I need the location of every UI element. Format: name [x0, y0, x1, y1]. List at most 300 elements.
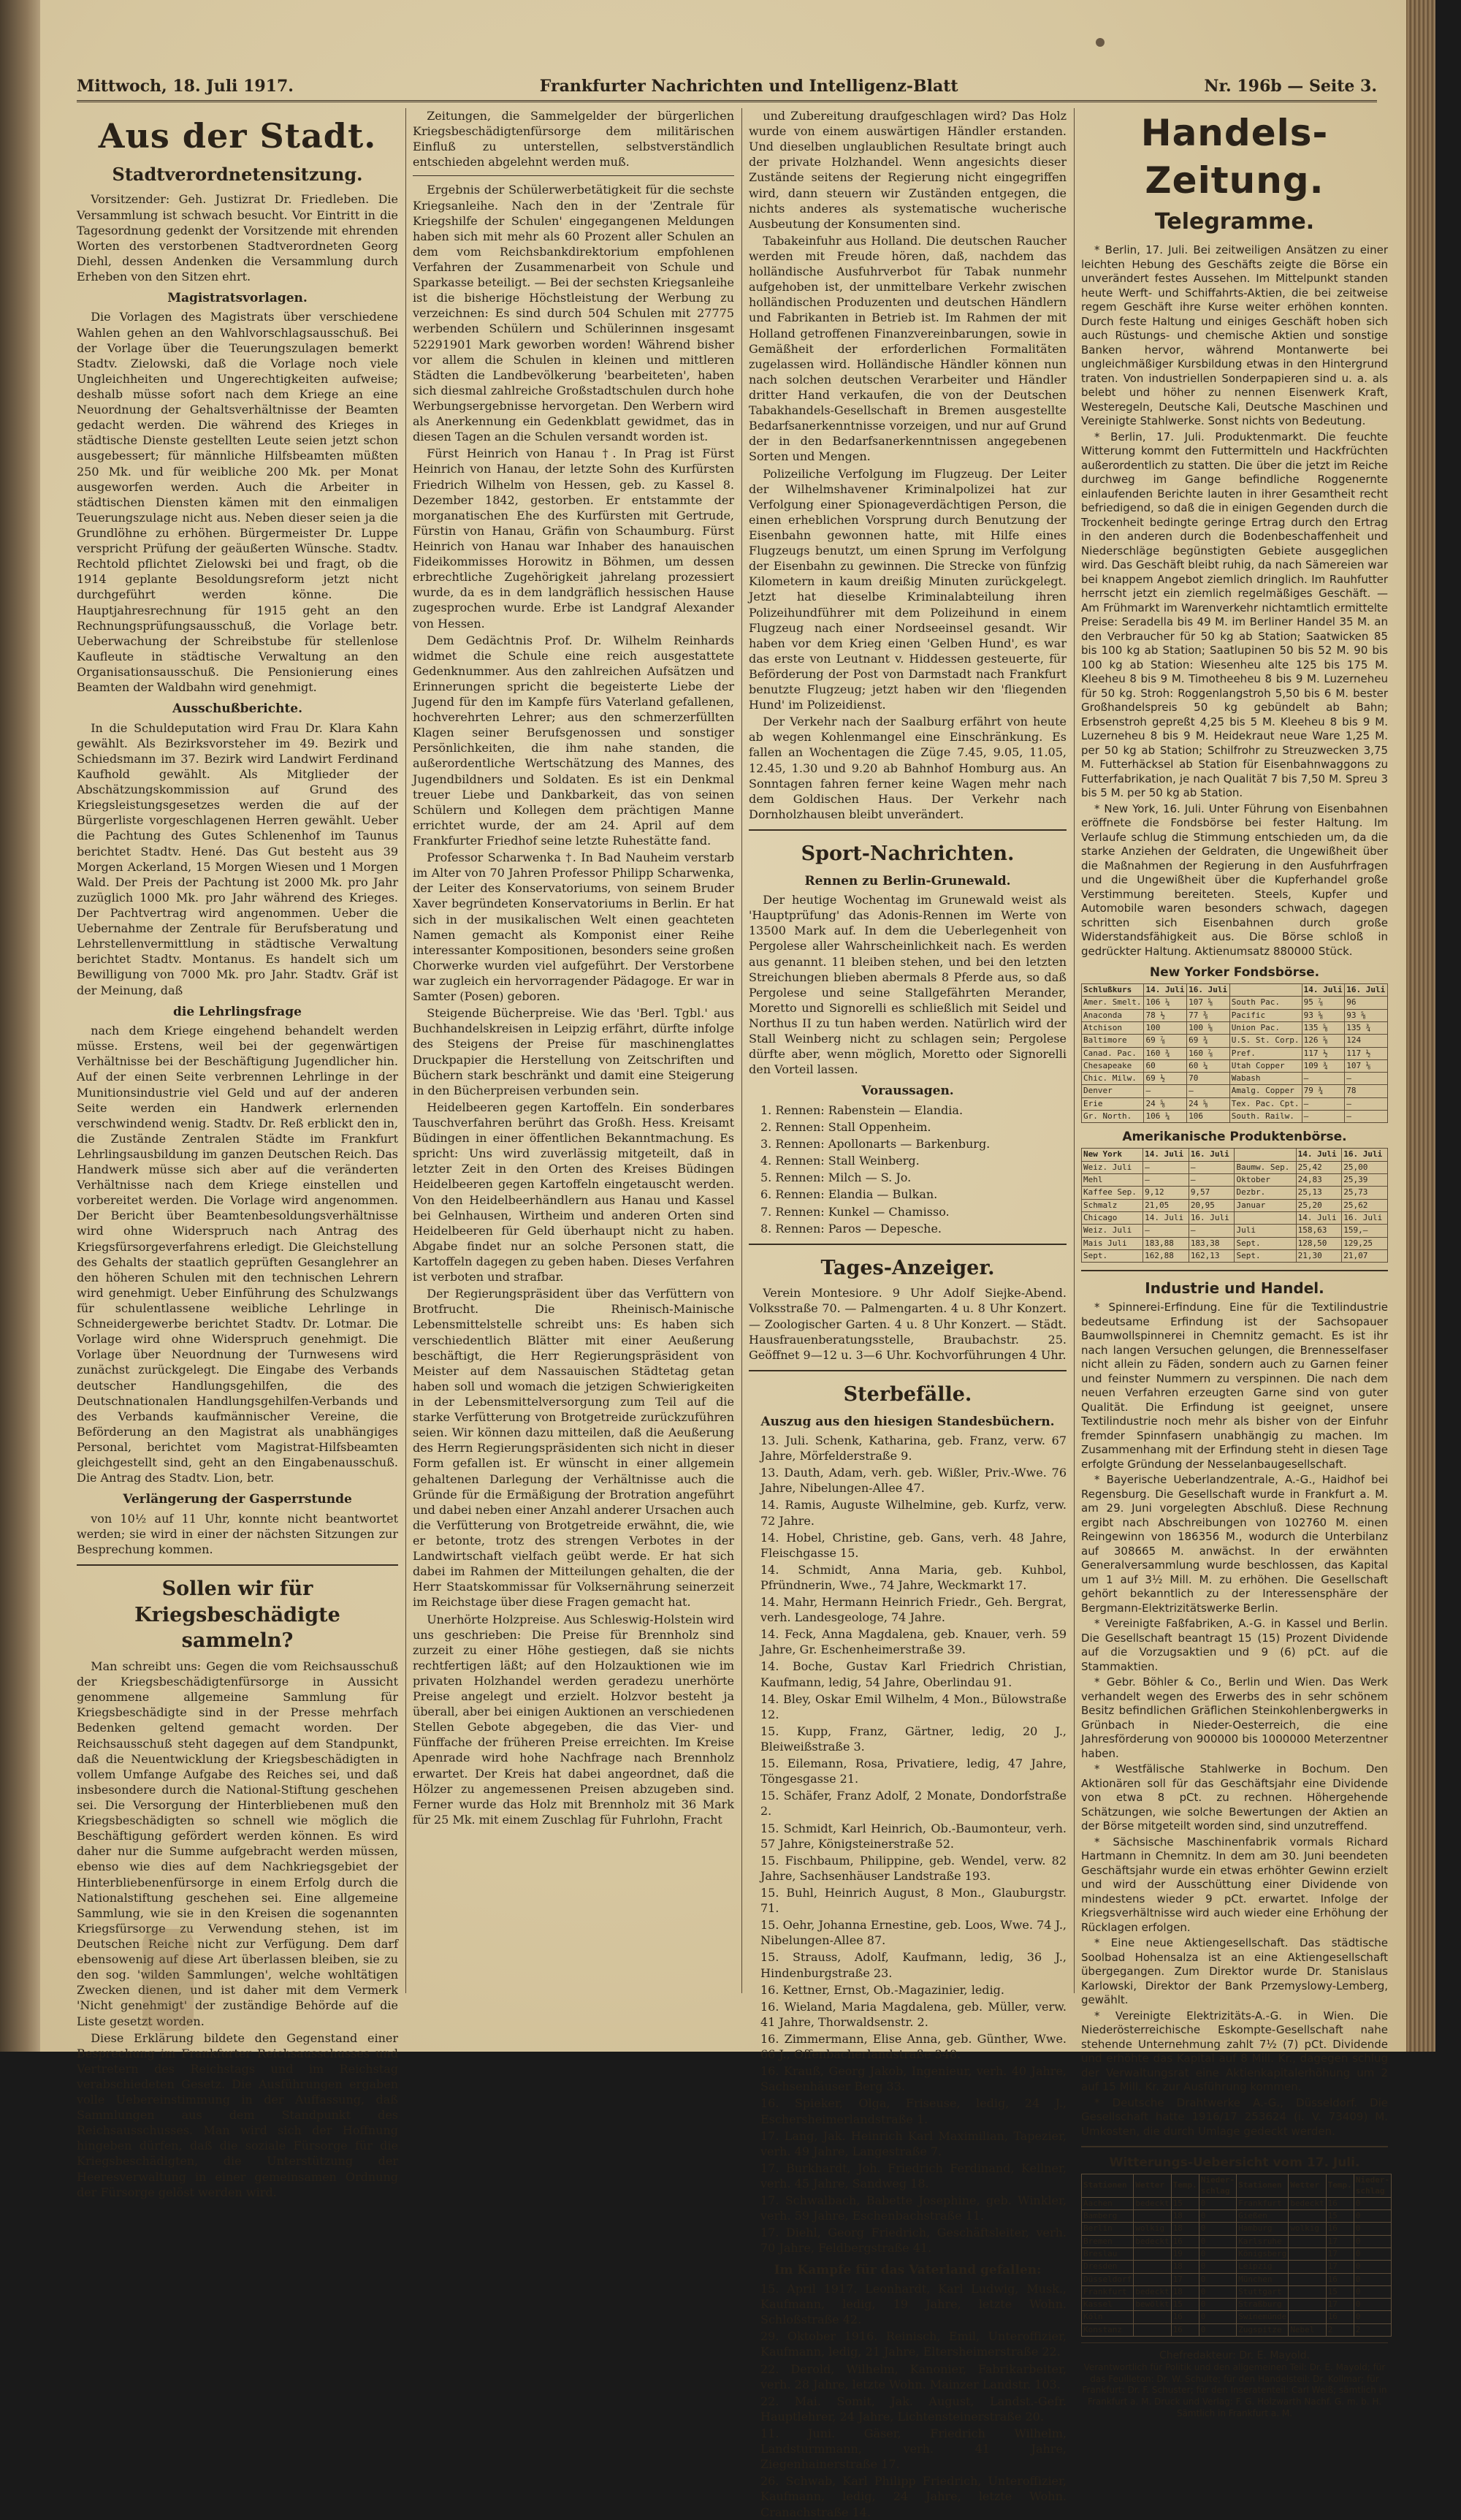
section-title-stadt: Aus der Stadt. — [98, 116, 377, 156]
table-cell: Canad. Pac. — [1082, 1047, 1144, 1059]
table-cell: Gießen — [1237, 2210, 1289, 2223]
page-hole — [1096, 38, 1105, 47]
table-cell: 17 — [1326, 2235, 1354, 2247]
table-cell: Königsberg — [1237, 2248, 1289, 2261]
table-cell: Utah Copper — [1229, 1059, 1302, 1072]
subheading-telegramme: Telegramme. — [1154, 209, 1315, 235]
wetter-table — [1081, 2174, 1392, 2337]
table-cell — [1134, 2323, 1171, 2336]
list-item: 17. Schwalbach, Babette Josephine, geb. Winkler, verh. 59 Jahre, Eschenbachstraße 11. — [760, 2193, 1067, 2223]
table-cell: Stationen — [1082, 2174, 1134, 2198]
table-cell — [1289, 2235, 1326, 2247]
table-cell: — — [1345, 1111, 1388, 1123]
table-cell: Wetter — [1289, 2174, 1326, 2198]
table-cell: — — [1302, 1097, 1345, 1110]
table-cell: 25,00 — [1342, 1161, 1388, 1173]
table-cell: Januar — [1235, 1199, 1296, 1211]
list-item: 16. Spieker, Olga, Friseuse, ledig, 24 J., Eschersheimerlandstraße 1. — [760, 2096, 1067, 2126]
table-cell: Anaconda — [1082, 1009, 1144, 1021]
table-cell: 15 — [1326, 2285, 1354, 2298]
table-cell: 17 — [1326, 2261, 1354, 2273]
table-row — [1082, 1111, 1388, 1123]
table-cell: 18 — [1171, 2285, 1199, 2298]
table-cell — [1289, 2248, 1326, 2261]
table-cell: 106 — [1187, 1111, 1230, 1123]
table-cell: Amalg. Copper — [1229, 1085, 1302, 1097]
table-row — [1082, 1237, 1388, 1249]
table-cell — [1134, 2248, 1171, 2261]
table-cell: Weiz. Juli — [1082, 1225, 1143, 1237]
table-cell: wolkig — [1134, 2223, 1171, 2235]
article-paragraph: von 10½ auf 11 Uhr, konnte nicht beantwortet werden; sie wird in einer der nächsten Sitzungen zur Besprechung kommen. — [77, 1511, 398, 1556]
table-cell: 100 — [1144, 1021, 1187, 1034]
list-item: 26. Schwab, Karl Philipp Friedrich, Unteroffizier, Kaufmann, ledig, 24 Jahre, letzte Wohn. Cranachstraße 14. — [760, 2474, 1067, 2519]
subheading-industrie: Industrie und Handel. — [1145, 1279, 1324, 1298]
table-cell: 0 — [1354, 2248, 1391, 2261]
table-row — [1082, 1059, 1388, 1072]
article-paragraph: Dem Gedächtnis Prof. Dr. Wilhelm Reinhards widmet die Schule eine reich ausgestattete Gedenknummer. Aus den zahlreichen Aufsätzen und Erinnerungen spricht die begeisterte Liebe der Jugend für den im Kampfe fürs Vaterland gefallenen, hochverehrten Lehrer; aus den schmerzerfüllten Klagen seiner Berufsgenossen und sonstiger Persönlichkeiten, die ihm nahe standen, die außerordentliche Wertschätzung des Mannes, des Jugendbildners und Soldaten. Es ist ein Denkmal treuer Liebe und Dankbarkeit, das von seinen Schülern und Kollegen dem prächtigen Manne errichtet wurde, der am 24. April auf dem Frankfurter Friedhof seine letzte Ruhestätte fand. — [413, 633, 734, 848]
article-paragraph: Der heutige Wochentag im Grunewald weist als 'Hauptprüfung' das Adonis-Rennen im Werte von 13500 Mark auf. In dem die Ueberlegenheit von Pergolese aller Wahrscheinlichkeit nach. Es werden aus genannt. 11 bleiben stehen, und bei den letzten Streichungen blieben abermals 8 Pferde aus, so daß Pergolese und seine Stallgefährten Merander, Moretto und Signorelli es schließlich mit Seidel und Northus II zu tun haben werden. Natürlich wird der Stall Weinberg nicht zu schlagen sein; Pergolese dürfte aber, wenn möglich, Moretto oder Signorelli den Vorteil lassen. — [749, 893, 1067, 1077]
table-cell: 18 — [1171, 2261, 1199, 2273]
table-cell: Köln — [1082, 2311, 1134, 2323]
table-cell: South. Railw. — [1229, 1111, 1302, 1123]
table-cell: 16. Juli — [1342, 1211, 1388, 1224]
table-cell: 16 — [1171, 2235, 1199, 2247]
table-cell — [1134, 2261, 1171, 2273]
table-cell — [1289, 2311, 1326, 2323]
table-cell: 17 — [1326, 2248, 1354, 2261]
article-paragraph: * Berlin, 17. Juli. Bei zeitweiligen Ansätzen zu einer leichten Hebung des Geschäfts zeigte die Börse ein unverändert festes Aussehen. Im Mittelpunkt standen heute Werft- und Schiffahrts-Aktien, die bei zeitweise regem Geschäft ihre Kurse weiter erhöhen konnten. Durch feste Haltung und einiges Geschäft hoben sich auch Rüstungs- und chemische Aktien und sonstige Banken hervor, während Montanwerte bei ungleichmäßiger Kursbildung etwas in den Hintergrund traten. Von industriellen Sonderpapieren sind u. a. als belebt und höher zu nennen Eisenwerk Kraft, Westeregeln, Deutsche Kali, Deutsche Maschinen und Vereinigte Stahlwerke. Sonst nichts von Bedeutung. — [1081, 243, 1388, 427]
article-paragraph: Ergebnis der Schülerwerbetätigkeit für die sechste Kriegsanleihe. Nach den in der 'Zentrale für Kriegshilfe der Schulen' eingegangenen Meldungen haben sich mit mehr als 60 Prozent aller Schulen an dem vom Reichsbankdirektorium empfohlenen Verfahren der Zusammenarbeit von Schule und Sparkasse beteiligt. — Bei der sechsten Kriegsanleihe ist die bisherige Höchstleistung der Werbung zu verzeichnen: Es sind durch 504 Schulen mit 27775 werbenden Schülern und Schülerinnen insgesamt 52291901 Mark geworben worden! Während bisher vor allem die Schulen in kleinen und mittleren Städten die Landbevölkerung 'bearbeiteten', haben sich diesmal zahlreiche Großstadtschulen durch hohe Werbungsergebnisse hervorgetan. Den Werbern wird als Anerkennung ein Gedenkblatt gewidmet, das in diesen Tagen an die Schulen versandt worden ist. — [413, 183, 734, 444]
article-paragraph: * Westfälische Stahlwerke in Bochum. Den Aktionären soll für das Geschäftsjahr eine Dividende von etwa 8 pCt. zu rechnen. Höhergehende Schätzungen, wie solche Bewertungen der Aktien an der Börse mitgeteilt worden sind, sind unzutreffend. — [1081, 1762, 1388, 1833]
divider — [1081, 1270, 1388, 1271]
list-item: 22. Mai. Somit, Jak. August, Landst.-Gefr. Hauptlehrer, 24 Jahre, Lichtensteinerstraße 20. — [760, 2394, 1067, 2424]
table-cell: 16 — [1326, 2197, 1354, 2209]
table-cell: 2 — [1326, 2323, 1354, 2336]
table-cell: South Pac. — [1229, 997, 1302, 1009]
table-cell: 69 ½ — [1144, 1073, 1187, 1085]
article-paragraph: Der Regierungspräsident über das Verfüttern von Brotfrucht. Die Rheinisch-Mainische Lebensmittelstelle schreibt uns: Es haben sich verschiedentlich Blätter mit einer Aeußerung beschäftigt, die Herr Regierungspräsident von Meister auf dem Nassauischen Städtetag getan haben soll und womach die jetzigen Schwierigkeiten in der Lebensmittelversorgung zum Teil auf die starke Verfütterung von Brotgetreide zurückzuführen seien. Wir können dazu mitteilen, daß die Aeußerung des Herrn Regierungspräsidenten sich nicht in dieser Form gefallen ist. Er wünscht in einer allgemein gehaltenen Darlegung der Verhältnisse auch die Gründe für die Ermäßigung der Brotration angeführt und dabei neben einer Anzahl anderer Ursachen auch die Verfütterung von Brotgetreide erwähnt, die, wie er betonte, trotz des strengen Verbotes in der Landwirtschaft vielfach geübt werde. Er hat sich dabei im Rahmen der Mitteilungen gehalten, die der Herr Staatskommissar für Volksernährung seinerzeit im Reichstage über diese Fragen gemacht hat. — [413, 1287, 734, 1610]
table-cell: 183,88 — [1143, 1237, 1189, 1249]
table-cell: Straßburg — [1237, 2299, 1289, 2311]
article-paragraph: * Sächsische Maschinenfabrik vormals Richard Hartmann in Chemnitz. In dem am 30. Juni beendeten Geschäftsjahr wurde ein etwas erhöhter Gewinn erzielt und wird der Ausschüttung einer Dividende von mindestens wieder 9 pCt. erwartet. Infolge der Kriegsverhältnisse wird auch wieder eine Erhöhung der Rücklagen erfolgen. — [1081, 1835, 1388, 1934]
table-cell: Nieder-schlag — [1354, 2174, 1391, 2198]
table-cell: U.S. St. Corp. — [1229, 1035, 1302, 1047]
table-row — [1082, 2210, 1392, 2223]
table-cell: — — [1302, 1111, 1345, 1123]
table-cell: 0 — [1354, 2311, 1391, 2323]
article-paragraph: Die Vorlagen des Magistrats über verschiedene Wahlen gehen an den Wahlvorschlagsausschuß. Bei der Vorlage über die Teuerungszulagen bemerkt Stadtv. Zielowski, daß die Vorlage noch viele Ungleichheiten und Ungerechtigkeiten aufweise; deshalb müsse sofort nach dem Kriege an eine Neuordnung der Gehaltsverhältnisse der Beamten gedacht werden. Die während des Krieges in städtische Dienste gestellten Leute seien jetzt schon ausgebessert; für männliche Hilfsbeamten müßten 250 Mk. und für weibliche 200 Mk. per Monat ausgeworfen werden. Auch die Arbeiter in städtischen Diensten kämen mit den einmaligen Teuerungszulage nicht aus. Neben dieser seien ja die Grundlöhne zu erhöhen. Bürgermeister Dr. Luppe verspricht Prüfung der geäußerten Wünsche. Stadtv. Rechtold pflichtet Zielowski bei und fragt, ob die 1914 geplante Besoldungsreform jetzt nicht durchgeführt werden könne. Die Hauptjahresrechnung für 1915 geht an den Rechnungsprüfungsausschuß, die Vorlage betr. Ueberwachung der Schreibstube für stellenlose Kaufleute in städtische Verwaltung an den Organisationsausschuß. Die Pensionierung eines Beamten der Waldbahn wird genehmigt. — [77, 310, 398, 695]
table-row — [1082, 2299, 1392, 2311]
table-cell: — — [1302, 1073, 1345, 1085]
table-cell: 16 — [1326, 2273, 1354, 2285]
table-cell: Breslau — [1082, 2248, 1134, 2261]
table-cell: 18 — [1171, 2210, 1199, 2223]
table-cell: Leipzig — [1237, 2261, 1289, 2273]
amer-table — [1081, 1148, 1388, 1263]
table-cell: 0 — [1199, 2197, 1236, 2209]
table-cell: 0 — [1199, 2311, 1236, 2323]
table-cell: 109 ¾ — [1302, 1059, 1345, 1072]
table-cell: 160 ⅞ — [1187, 1047, 1230, 1059]
table-cell: Temp. — [1326, 2174, 1354, 2198]
table-cell: 14. Juli — [1296, 1211, 1342, 1224]
table-cell: Frankfurt — [1237, 2197, 1289, 2209]
list-item: 11. Juni. Gäser, Friedrich Wilhelm, Landsturmmann, verh. 41 Jahre, Ziegenhainerstraße 17. — [760, 2426, 1067, 2472]
table-cell: — — [1189, 1174, 1235, 1187]
table-cell: Aachen — [1082, 2197, 1134, 2209]
table-cell: 135 ⅝ — [1302, 1021, 1345, 1034]
subheading-gas: Verlängerung der Gasperrstunde — [123, 1492, 352, 1507]
table-cell: 0 — [1354, 2197, 1391, 2209]
table-row — [1082, 2235, 1392, 2247]
subheading-voraussagen: Voraussagen. — [861, 1084, 954, 1099]
table-cell: München — [1237, 2273, 1289, 2285]
table-cell: Stuttgart — [1237, 2285, 1289, 2298]
table-row — [1082, 997, 1388, 1009]
table-cell: Zugspitze — [1237, 2323, 1289, 2336]
article-paragraph: * Vereinigte Elektrizitäts-A.-G. in Wien. Die Niederösterreichische Eskompte-Gesellschaft nahe stehende Unternehmung zahlt 7½ (7) pCt. Dividende und erhöhte das Kapital auf 8 Mill. Kr., dagegen schlug der Verwaltungsrat eine Aktienkapitalerhöhung um 2 auf 15 Mill. Kr. zur Ausführung kommen. — [1081, 2009, 1388, 2094]
column-4 — [1081, 108, 1390, 2418]
table-cell: 159,— — [1342, 1225, 1388, 1237]
table-row — [1082, 1174, 1388, 1187]
article-paragraph: * Vereinigte Faßfabriken, A.-G. in Kassel und Berlin. Die Gesellschaft beantragt 15 (15) Prozent Dividende auf die Vorzugsaktien und 9 (6) pCt. auf die Stammaktien. — [1081, 1617, 1388, 1673]
article-paragraph: Polizeiliche Verfolgung im Flugzeug. Der Leiter der Wilhelmshavener Kriminalpolizei hat zur Verfolgung einer Spionageverdächtigen Person, die einen erheblichen Vorsprung durch Benutzung der Eisenbahn gewonnen hatte, mit Hilfe eines Flugzeugs benutzt, um einen Sprung im Verfolgung der Eisenbahn zu gewinnen. Die Strecke von fünfzig Kilometern in kaum dreißig Minuten zurückgelegt. Jetzt hat dieselbe Kriminalabteilung ihren Polizeihundführer mit dem Polizeihund in einem Flugzeug nach einer Nordseeinsel gesandt. Wir haben vor dem Krieg einen 'Gelben Hund', es war das erste von Leutnant v. Hiddessen gesteuerte, für Beförderung der Post von Darmstadt nach Frankfurt benutzte Flugzeug; jetzt haben wir den 'fliegenden Hund' im Polizeidienst. — [749, 466, 1067, 712]
list-item: 17. Burkhardt, Joh. Friedrich Ferdinand, Kellner, verh. 45 Jahre, Sandweg 18. — [760, 2161, 1067, 2190]
table-cell: 162,13 — [1189, 1249, 1235, 1262]
divider — [749, 1244, 1067, 1245]
column-3 — [749, 108, 1067, 2519]
table-cell: 16 — [1326, 2223, 1354, 2235]
divider — [77, 1564, 398, 1566]
table-row — [1082, 1149, 1388, 1161]
table-cell: Berlin — [1082, 2223, 1134, 2235]
table-cell: 107 ⅝ — [1187, 997, 1230, 1009]
article-paragraph: Unerhörte Holzpreise. Aus Schleswig-Holstein wird uns geschrieben: Die Preise für Brennholz sind zurzeit zu einer Höhe gestiegen, daß sie nichts rechtfertigen läßt; auf den Holzauktionen wie im privaten Holzhandel werden geradezu unerhörte Preise angelegt und erzielt. Holzvor besteht ja überall, aber bei einigen Auktionen an verschiedenen Stellen Gebote abgegeben, die das Vier- und Fünffache der früheren Preise erreichten. Im Kreise Apenrade wird hohe Nachfrage nach Brennholz erwartet. Der Kreis hat dabei angeordnet, daß die Hölzer zu angemessenen Preisen abzugeben sind. Ferner wurde das Holz mit Brennholz mit 36 Mark für 25 Mk. mit einem Zuschlag für Fuhrlohn, Fracht — [413, 1612, 734, 1827]
column-rule — [405, 108, 406, 1993]
header-date: Mittwoch, 18. Juli 1917. — [77, 77, 294, 96]
list-item: 13. Dauth, Adam, verh. geb. Wißler, Priv.-Wwe. 76 Jahre, Nibelungen-Allee 47. — [760, 1466, 1067, 1496]
subheading-kampf: Im Kampfe für das Vaterland gefallen: — [774, 2262, 1042, 2277]
table-cell: Pref. — [1229, 1047, 1302, 1059]
table-cell: 25,39 — [1342, 1174, 1388, 1187]
section-title-sport: Sport-Nachrichten. — [801, 842, 1015, 866]
table-cell: 16. Juli — [1342, 1149, 1388, 1161]
list-item: 16. Zimmermann, Elise Anna, geb. Günther, Wwe. 66 J., Offenbacherlandstraße 348. — [760, 2032, 1067, 2062]
table-row — [1082, 2174, 1392, 2198]
table-cell: Chic. Milw. — [1082, 1073, 1144, 1085]
table-cell: Union Pac. — [1229, 1021, 1302, 1034]
table-cell: — — [1144, 1085, 1187, 1097]
table-cell: 15 — [1326, 2210, 1354, 2223]
table-cell: Baumw. Sep. — [1235, 1161, 1296, 1173]
subheading-wetter: Witterungs-Uebersicht vom 17. Juli. — [1109, 2155, 1360, 2171]
table-cell: Baltimore — [1082, 1035, 1144, 1047]
table-cell: Stationen — [1237, 2174, 1289, 2198]
table-cell: 117 ½ — [1345, 1047, 1388, 1059]
list-item: 6. Rennen: Elandia — Bulkan. — [760, 1187, 938, 1202]
table-cell: 162,88 — [1143, 1249, 1189, 1262]
table-cell: 21,07 — [1342, 1249, 1388, 1262]
table-cell: 96 — [1345, 997, 1388, 1009]
table-cell — [1235, 1149, 1296, 1161]
table-cell: Kassel — [1082, 2299, 1134, 2311]
article-paragraph: Vorsitzender: Geh. Justizrat Dr. Friedleben. Die Versammlung ist schwach besucht. Vor Eintritt in die Tagesordnung gedenkt der Vorsitzende mit ehrenden Worten des verstorbenen Stadtverordneten Georg Diehl, dessen Andenken die Versammlung durch Erheben von den Sitzen ehrt. — [77, 192, 398, 283]
table-cell: Wabash — [1229, 1073, 1302, 1085]
column-2 — [413, 108, 734, 2022]
table-cell: 16. Juli — [1189, 1211, 1235, 1224]
table-cell: 2 — [1354, 2323, 1391, 2336]
page-edge — [1406, 0, 1435, 2052]
divider — [413, 175, 734, 176]
table-cell: 19 — [1171, 2248, 1199, 2261]
table-cell: Sept. — [1235, 1237, 1296, 1249]
list-item: 15. Fischbaum, Philippine, geb. Wendel, verw. 82 Jahre, Sachsenhäuser Landstraße 193. — [760, 1853, 1067, 1883]
table-cell: Atchison — [1082, 1021, 1144, 1034]
list-item: 15. Schmidt, Karl Heinrich, Ob.-Baumonteur, verh. 57 Jahre, Königsteinerstraße 52. — [760, 1821, 1067, 1851]
article-paragraph: Verein Montesiore. 9 Uhr Adolf Siejke-Abend. Volksstraße 70. — Palmengarten. 4 u. 8 Uhr Konzert. — Zoologischer Garten. 4 u. 8 Uhr Konzert. — Städt. Hausfrauenberatungsstelle, Braubachstr. 25. Geöffnet 9—12 u. 3—6 Uhr. Kochvorführungen 4 Uhr. — [749, 1286, 1067, 1362]
table-row — [1082, 1047, 1388, 1059]
table-cell: Sept. — [1082, 1249, 1143, 1262]
table-cell — [1235, 1211, 1296, 1224]
list-item: 3. Rennen: Apollonarts — Barkenburg. — [760, 1137, 991, 1151]
table-cell — [1289, 2261, 1326, 2273]
table-cell: 69 ¾ — [1187, 1035, 1230, 1047]
page-header — [77, 73, 1377, 102]
table-cell — [1289, 2210, 1326, 2223]
subheading-rennen: Rennen zu Berlin-Grunewald. — [804, 873, 1011, 888]
section-title-sterbefaelle: Sterbefälle. — [843, 1382, 972, 1406]
list-item: 4. Rennen: Stall Weinberg. — [760, 1154, 920, 1168]
table-cell: 0 — [1199, 2235, 1236, 2247]
table-cell: 77 ⅜ — [1187, 1009, 1230, 1021]
table-row — [1082, 1021, 1388, 1034]
table-cell: 25,62 — [1342, 1199, 1388, 1211]
table-cell: 20,95 — [1189, 1199, 1235, 1211]
table-row — [1082, 1073, 1388, 1085]
table-cell: bedeckt — [1134, 2197, 1171, 2209]
table-row — [1082, 1211, 1388, 1224]
table-cell: 60 — [1144, 1059, 1187, 1072]
list-item: 15. Strauss, Adolf, Kaufmann, ledig, 36 J., Hindenburgstraße 23. — [760, 1950, 1067, 1980]
table-cell: — — [1143, 1161, 1189, 1173]
list-item: 8. Rennen: Paros — Depesche. — [760, 1221, 942, 1236]
article-paragraph: Professor Scharwenka †. In Bad Nauheim verstarb im Alter von 70 Jahren Professor Philipp Scharwenka, der Leiter des Konservatoriums, von seinem Bruder Xaver begründeten Konservatoriums in Berlin. Er hat sich in der musikalischen Welt einen geachteten Namen gemacht als Komponist einer Reihe interessanter Kompositionen, besonders seine großen Chorwerke wurden viel aufgeführt. Der Verstorbene war zugleich ein hervorragender Pädagoge. Er war in Samter (Posen) geboren. — [413, 850, 734, 1004]
table-cell — [1134, 2210, 1171, 2223]
table-cell: 24,83 — [1296, 1174, 1342, 1187]
table-cell: 106 ¼ — [1144, 997, 1187, 1009]
table-cell: 70 — [1187, 1073, 1230, 1085]
table-cell: 14. Juli — [1143, 1149, 1189, 1161]
table-cell: 24 ⅝ — [1187, 1097, 1230, 1110]
imprint-text: Verantwortlich für Politik und den allgemeinen Teil: Dr. E. Mayold; für das Feuilleton: Dr. W. Schulte; für den Handelsteil: Dr. Kollmar; für Frankfurt: Dr. F. Schuster; für den Inseratenteil: Carl Weiß; sämtlich in Frankfurt a. M. Druck und Verlag: F. G. Holzwarth Nachf. G. m. b. H. Sämtlich in Frankfurt a. M. — [1082, 2362, 1387, 2418]
table-cell: Gr. North. — [1082, 1111, 1144, 1123]
article-paragraph: Zeitungen, die Sammelgelder der bürgerlichen Kriegsbeschädigtenfürsorge dem militärischen Einfluß zu unterstellen, selbstverständlich entschieden abgelehnt werden muß. — [413, 109, 734, 170]
table-cell: 135 ¾ — [1345, 1021, 1388, 1034]
table-cell: Denver — [1082, 1085, 1144, 1097]
sterbe-list — [749, 1433, 1067, 2256]
article-paragraph: * Spinnerei-Erfindung. Eine für die Textilindustrie bedeutsame Erfindung ist der Sachsopauer Baumwollspinnerei in Chemnitz gemacht. Es ist ihr nach langen Versuchen gelungen, die Brennesselfaser nicht allein zu Fäden, sondern auch zu Garnen feiner und feinster Nummern zu verspinnen. Die nach dem neuen Verfahren erzeugten Garne sind von guter Qualität. Die Erfindung ist geeignet, unsere Textilindustrie noch mehr als bisher von der Einfuhr fremder Spinnfasern unabhängig zu machen. Im Zusammenhang mit der Erfindung steht in diesen Tage erfolgte Gründung der Nesselanbaugesellschaft. — [1081, 1301, 1388, 1471]
table-cell: 25,73 — [1342, 1187, 1388, 1199]
table-cell: Nieder-schlag — [1199, 2174, 1236, 2198]
table-cell: 16. Juli — [1189, 1149, 1235, 1161]
kampf-list — [749, 2281, 1067, 2520]
fonds-table — [1081, 983, 1388, 1123]
article-paragraph: nach dem Kriege eingehend behandelt werden müsse. Erstens, weil bei der gegenwärtigen Verhältnisse bei der Beschäftigung Jugendlicher hin. Auf der einen Seite verbrennen Lehrlinge in der Munitionsindustrie viel Geld und auf der anderen Seite werden ein Handwerk erlernenden verschwindend wenig. Stadtv. Dr. Reß erblickt den in, die Zustände Zentralen Städte im Frankfurt Lehrlingsausbildung im ganzen Deutschen Reich. Das Handwerk müsse sich aber auf die veränderten Verhältnisse nach dem Kriege einstellen und vorbereitet werden. Die Vorlage wird angenommen. Der Bericht über Beamtenbesoldungsverhältnisse wird ohne Widerspruch nach Antrag des Kriegsfürsorgeverfahrens erledigt. Die Gleichstellung des Gehalts der staatlich geprüften Gesanglehrer an den höheren Schulen mit den technischen Lehrern wird genehmigt. Ueber Einführung des Schulzwangs für schulentlassene weibliche Lehrlinge in Schneidergewerbe berichtet Stadtv. Dr. Lotmar. Die Vorlage wird ohne Widerspruch genehmigt. Die Vorlage über Neuordnung der Turnwesens wird zunächst zurückgelegt. Die Eingabe des Verbands deutscher Handlungsgehilfen, die des Deutschnationalen Handlungsgehilfen-Verbands und des Verbands kaufmännischer Vereine, die Beförderung an den Magistrat als unabhängiges Personal, berichtet vom Magistrat-Hilfsbeamten gleichgestellt sind, geht an den Eingabenausschuß. Die Antrag des Stadtv. Lion, betr. — [77, 1024, 398, 1485]
table-cell: 21,05 — [1143, 1199, 1189, 1211]
table-cell: — — [1345, 1097, 1388, 1110]
table-cell: Chicago — [1082, 1211, 1143, 1224]
table-cell: 17 — [1171, 2273, 1199, 2285]
table-cell: Schmalz — [1082, 1199, 1143, 1211]
table-cell: 0 — [1199, 2261, 1236, 2273]
article-title-stadtverordneten: Stadtverordnetensitzung. — [112, 163, 363, 185]
table-cell — [1134, 2311, 1171, 2323]
table-cell: 0 — [1354, 2210, 1391, 2223]
table-cell: 93 ⅝ — [1345, 1009, 1388, 1021]
list-item: 2. Rennen: Stall Oppenheim. — [760, 1119, 931, 1134]
column-rule — [1074, 108, 1075, 1993]
table-cell — [1289, 2285, 1326, 2298]
table-cell: 93 ⅝ — [1302, 1009, 1345, 1021]
table-cell: 16 — [1171, 2311, 1199, 2323]
table-cell — [1134, 2273, 1171, 2285]
table-cell: 15 — [1171, 2299, 1199, 2311]
book-spine — [0, 0, 44, 2052]
table-cell: wolkig — [1289, 2223, 1326, 2235]
article-paragraph: Heidelbeeren gegen Kartoffeln. Ein sonderbares Tauschverfahren berührt das Großh. Hess. Kreisamt Büdingen in einer öffentlichen Bekanntmachung. Es spricht: Uns wird zuverlässig mitgeteilt, daß in letzter Zeit in den Orten des Kreises Büdingen Heidelbeeren gegen Kartoffeln eingetauscht werden. Von den Heidelbeerhändlern aus Hanau und Kassel bei Gelnhausen, Wirtheim und anderen Orten sind Heidelbeeren für Geld überhaupt nicht zu haben. Abgabe findet nur an solche Personen statt, die Kartoffeln dagegen zu geben haben. Dieses Verfahren ist verboten und strafbar. — [413, 1100, 734, 1284]
table-cell: 0 — [1199, 2285, 1236, 2298]
list-item: 14. Boche, Gustav Karl Friedrich Christian, Kaufmann, ledig, 54 Jahre, Oberlindau 91. — [760, 1659, 1067, 1689]
table-cell: Juli — [1235, 1225, 1296, 1237]
table-cell: Oktober — [1235, 1174, 1296, 1187]
list-item: 5. Rennen: Milch — S. Jo. — [760, 1170, 912, 1185]
table-cell — [1229, 984, 1302, 997]
table-cell: 0 — [1354, 2223, 1391, 2235]
section-title-handels: Handels-Zeitung. — [1140, 112, 1329, 202]
table-cell: 106 ¼ — [1144, 1111, 1187, 1123]
list-item: 16. Krauß, Georg Jakob, Ingenieur, verh. 40 Jahre, Sachsenhäuser Berg 33. — [760, 2064, 1067, 2094]
table-cell: Weiz. Juli — [1082, 1161, 1143, 1173]
table-cell: — — [1143, 1225, 1189, 1237]
table-cell: 0 — [1354, 2261, 1391, 2273]
list-item: 22. Derold, Wilhelm, Kanonier, Fabrikarbeiter, verh. 28 Jahre, letzte Wohn. Mainzer Landstr. 103. — [760, 2361, 1067, 2391]
table-cell: — — [1345, 1073, 1388, 1085]
table-row — [1082, 1085, 1388, 1097]
subheading-ausschuss: Ausschußberichte. — [172, 701, 303, 717]
table-cell: 117 ½ — [1302, 1047, 1345, 1059]
table-cell: 16 — [1171, 2323, 1199, 2336]
divider — [749, 829, 1067, 831]
table-cell: 9,12 — [1143, 1187, 1189, 1199]
table-cell: Temp. — [1171, 2174, 1199, 2198]
table-cell: Bamberg — [1082, 2210, 1134, 2223]
table-cell: Schlußkurs — [1082, 984, 1144, 997]
article-paragraph: * New York, 16. Juli. Unter Führung von Eisenbahnen eröffnete die Fondsbörse bei fester Haltung. Im Verlaufe schlug die Stimmung entschieden um, da die starke Anziehen der Geldraten, die Ungewißheit über die Maßnahmen der Regierung in den Ausfuhrfragen und die Ungewißheit über die Kupferhandel große Verstimmung bereiteten. Steels, Kupfer und Automobile waren besonders schwach, dagegen schritten sich Eisenbahnen durch große Widerstandsfähigkeit aus. Die Börse schloß in gedrückter Haltung. Aktienumsatz 880000 Stück. — [1081, 802, 1388, 958]
table-cell: Karlsruhe — [1237, 2235, 1289, 2247]
table-cell: 69 ⅞ — [1144, 1035, 1187, 1047]
subheading-auszug: Auszug aus den hiesigen Standesbüchern. — [760, 1414, 1055, 1429]
header-paper-title: Frankfurter Nachrichten und Intelligenz-Blatt — [539, 77, 958, 96]
table-cell: bedeckt — [1134, 2235, 1171, 2247]
article-title-sollen: Sollen wir für Kriegsbeschädigte sammeln? — [134, 1577, 340, 1653]
table-cell: 9,57 — [1189, 1187, 1235, 1199]
list-item: 16. Wieland, Maria Magdalena, geb. Müller, verw. 41 Jahre, Thorwaldsenstr. 2. — [760, 1999, 1067, 2029]
table-cell: 160 ¾ — [1144, 1047, 1187, 1059]
list-item: 16. Kettner, Ernst, Ob.-Magazinier, ledig. — [760, 1982, 1004, 1997]
table-cell: 21,30 — [1296, 1249, 1342, 1262]
table-cell — [1289, 2273, 1326, 2285]
table-row — [1082, 2323, 1392, 2336]
table-row — [1082, 1035, 1388, 1047]
table-row — [1082, 1199, 1388, 1211]
list-item: 1. Rennen: Rabenstein — Elandia. — [760, 1103, 964, 1117]
article-paragraph: Tabakeinfuhr aus Holland. Die deutschen Raucher werden mit Freude hören, daß, nachdem das holländische Ausfuhrverbot für Tabak nunmehr aufgehoben ist, der unmittelbare Verkehr zwischen holländischen Produzenten und deutschen Händlern und Fabrikanten in Betrieb ist. Im Rahmen der mit Holland getroffenen Finanzvereinbarungen, sowie in Gemäßheit der erforderlichen Formalitäten zugelassen wird. Holländische Händler können nun nach solchen deutschen Verarbeiter und Händler dritter Hand verkaufen, die von der Deutschen Tabakhandels-Gesellschaft in Bremen ausgestellte Bedarfsanerkenntnisse vorzeigen, und nur auf Grund der in den Bedarfsanerkenntnissen angegebenen Sorten und Mengen. — [749, 233, 1067, 464]
table-cell: 0 — [1199, 2210, 1236, 2223]
table-cell: 128,50 — [1296, 1237, 1342, 1249]
table-cell: 18 — [1171, 2223, 1199, 2235]
table-cell: 95 ⅞ — [1302, 997, 1345, 1009]
table-cell: 16 — [1326, 2311, 1354, 2323]
table-cell: 78 — [1345, 1085, 1388, 1097]
table-row — [1082, 2197, 1392, 2209]
list-item: 15. Oehr, Johanna Ernestine, geb. Loos, Wwe. 74 J., Nibelungen-Allee 87. — [760, 1918, 1067, 1948]
list-item: 14. Ramis, Auguste Wilhelmine, geb. Kurfz, verw. 72 Jahre. — [760, 1498, 1067, 1528]
subheading-fonds: New Yorker Fondsbörse. — [1149, 965, 1320, 980]
column-rule — [741, 108, 742, 1993]
table-cell: — — [1189, 1161, 1235, 1173]
table-cell: 16. Juli — [1187, 984, 1230, 997]
article-paragraph: und Zubereitung draufgeschlagen wird? Das Holz wurde von einem auswärtigen Händler erstanden. Und dieselben unglaublichen Resultate bringt auch der private Holzhandel. Wenn angesichts dieser Zustände seitens der Regierung nicht eingegriffen wird, dann steuern wir Zuständen entgegen, die nichts anderes als systematische wucherische Ausbeutung der Konsumenten sind. — [749, 109, 1067, 231]
table-cell: Sept. — [1235, 1249, 1296, 1262]
table-cell: 60 ¼ — [1187, 1059, 1230, 1072]
table-row — [1082, 1187, 1388, 1199]
list-item: 15. April 1917. Leonhardt, Karl Ludwig, Musk., Kaufmann, ledig, 19 Jahre, letzte Wohn. Schloßstraße 42. — [760, 2281, 1067, 2327]
divider — [1081, 2146, 1388, 2147]
table-cell: Dresden — [1082, 2261, 1134, 2273]
table-cell: 124 — [1345, 1035, 1388, 1047]
list-item: 17. Diehl, Georg Friedrich, Geschäftsleiter, verh. 70 Jahre, Feldbergstraße 41. — [760, 2226, 1067, 2256]
table-cell: Chesapeake — [1082, 1059, 1144, 1072]
table-cell: Hamburg — [1237, 2223, 1289, 2235]
list-item: 17. Lang, Jak. Heinrich Karl Maximilian, Tapezier, verh. 49 Jahre, Langestraße 7. — [760, 2128, 1067, 2158]
list-item: 15. Buhl, Heinrich August, 8 Mon., Glauburgstr. 71. — [760, 1886, 1067, 1916]
table-cell — [1289, 2299, 1326, 2311]
table-cell: 79 ¾ — [1302, 1085, 1345, 1097]
table-cell: New York — [1082, 1149, 1143, 1161]
table-row — [1082, 1009, 1388, 1021]
table-cell: Konstanz — [1082, 2323, 1134, 2336]
column-1 — [77, 108, 398, 2199]
table-cell: — — [1189, 1225, 1235, 1237]
table-cell: — — [1143, 1174, 1189, 1187]
table-cell: 25,13 — [1296, 1187, 1342, 1199]
table-cell: 100 ⅝ — [1187, 1021, 1230, 1034]
table-cell: bedeckt — [1134, 2285, 1171, 2298]
table-cell: Bremen — [1082, 2235, 1134, 2247]
table-row — [1082, 1097, 1388, 1110]
article-paragraph: * Berlin, 17. Juli. Produktenmarkt. Die feuchte Witterung kommt den Futtermitteln und Hackfrüchten außerordentlich zu statten. Die über die jetzt im Reiche durchweg im Gange befindliche Roggenernte einlaufenden Berichte lauten in ihrer Gesamtheit recht befriedigend, so daß die in einigen Gegenden durch die Trockenheit bedingte geringe Ertrag durch den Ertrag in den anderen durch die Bodenbeschaffenheit und Niederschläge begünstigten Gebiete ausgeglichen wird. Das Geschäft bleibt ruhig, da nach Sämereien war bei knappem Angebot ziemlich dringlich. Im Rauhfutter herrscht jetzt ein ziemlich regelmäßiges Geschäft. — Am Frühmarkt im Warenverkehr nichtamtlich ermittelte Preise: Seradella bis 49 M. im Berliner Handel 35 M. an den Verbraucher für 50 kg ab Station; Saatwicken 85 bis 100 kg ab Station; Saatlupinen 50 bis 52 M. 90 bis 100 kg ab Station: Wiesenheu alte 125 bis 175 M. Kleeheu 8 bis 9 M. Timotheeheu 8 bis 9 M. Luzerneheu für 50 kg. Stroh: Roggenlangstroh 5,50 bis 6 M. bester Großhandelspreis 50 kg gebündelt ab Bahn; Erbsenstroh gepreßt 4,25 bis 5 M. Kleeheu 8 bis 9 M. Luzerneheu 8 bis 9 M. Heidekraut neue Ware 1,25 M. per 50 kg ab Station; Schilfrohr zu Streuzwecken 3,75 M. Futterhäcksel ab Station für Eisenbahnwaggons zu Futterfabrikation, je nach Qualität 7 bis 7,50 M. Spreu 3 bis 5 M. per 50 kg ab Station. — [1081, 430, 1388, 799]
list-item: 14. Feck, Anna Magdalena, geb. Knauer, verh. 59 Jahre, Gr. Eschenheimerstraße 39. — [760, 1627, 1067, 1657]
table-cell: 14. Juli — [1302, 984, 1345, 997]
table-cell: 25,20 — [1296, 1199, 1342, 1211]
voraussagen-list — [749, 1103, 1067, 1236]
list-item: 15. Kupp, Franz, Gärtner, ledig, 20 J., Bleiweißstraße 3. — [760, 1724, 1067, 1754]
table-cell: 0 — [1354, 2285, 1391, 2298]
list-item: 15. Schäfer, Franz Adolf, 2 Monate, Dondorfstraße 2. — [760, 1789, 1067, 1819]
list-item: 14. Hobel, Christine, geb. Gans, verh. 48 Jahre, Fleischgasse 15. — [760, 1530, 1067, 1560]
table-row — [1082, 1225, 1388, 1237]
